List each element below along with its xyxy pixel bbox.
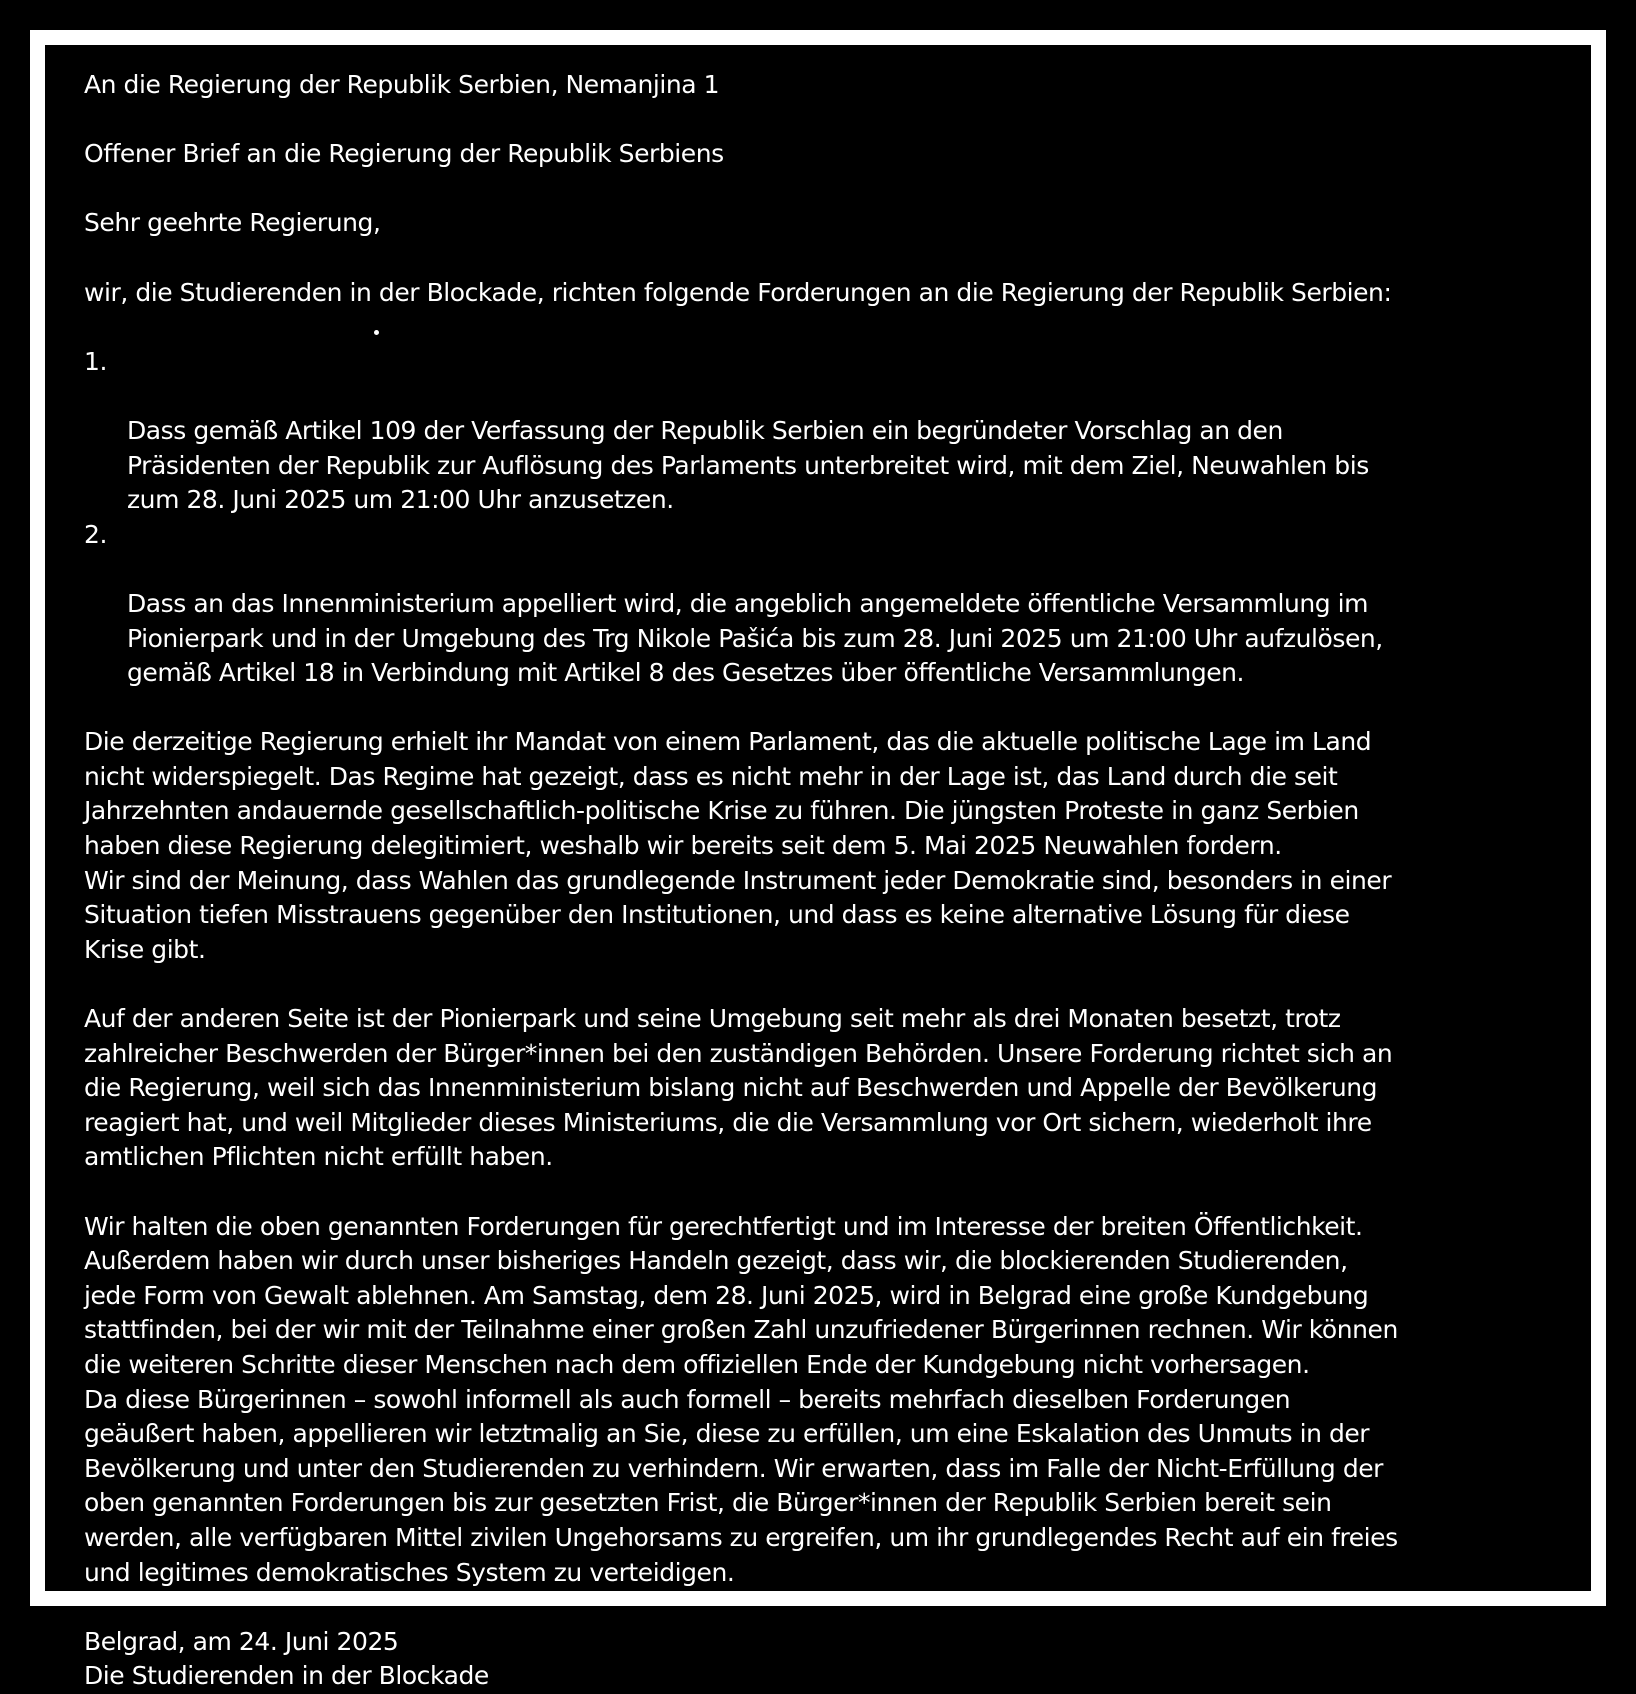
- demand-number: 1.: [84, 346, 107, 376]
- spacer: [84, 967, 1589, 1002]
- bullet-dot: [374, 330, 379, 335]
- demand-number: 2.: [84, 519, 107, 549]
- spacer: [84, 1175, 1589, 1210]
- demand-text: Dass gemäß Artikel 109 der Verfassung der Republik Serbien ein begründeter Vorschlag an den Präsidenten der Republik zur Auflösung des Parlaments unterbreitet wird, mit dem Ziel, Neuwahlen bis zum 28. Juni 2025 um 21:00 Uhr anzusetzen.: [127, 415, 1369, 515]
- intro-sentence: wir, die Studierenden in der Blockade, richten folgende Forderungen an die Regierung der Republik Serbien:: [84, 277, 1392, 307]
- salutation: Sehr geehrte Regierung,: [84, 208, 381, 238]
- recipient-address: An die Regierung der Republik Serbien, Nemanjina 1: [84, 70, 720, 99]
- spacer: [84, 241, 1589, 276]
- demand-item: [84, 345, 1589, 518]
- body-paragraph: Auf der anderen Seite ist der Pionierpark und seine Umgebung seit mehr als drei Monaten besetzt, trotz zahlreicher Beschwerden der Bürger*innen bei den zuständigen Behörden. Unsere Forderung richtet sich an die Regierung, weil sich das Innenministerium bislang nicht auf Beschwerden und Appelle der Bevölkerung reagiert hat, und weil Mitglieder dieses Ministeriums, die die Versammlung vor Ort sichern, wiederholt ihre amtlichen Pflichten nicht erfüllt haben.: [84, 1004, 1393, 1172]
- spacer: [84, 691, 1589, 726]
- spacer: [84, 1590, 1589, 1625]
- spacer: [84, 310, 1589, 345]
- signature: Die Studierenden in der Blockade: [84, 1661, 489, 1691]
- place-and-date: Belgrad, am 24. Juni 2025: [84, 1626, 399, 1656]
- demand-item: [84, 518, 1589, 691]
- body-paragraph: Wir halten die oben genannten Forderungen für gerechtfertigt und im Interesse der breiten Öffentlichkeit. Außerdem haben wir durch unser bisheriges Handeln gezeigt, dass wir, die blockierenden Studierenden, jede Form von Gewalt ablehnen. Am Samstag, dem 28. Juni 2025, wird in Belgrad eine große Kundgebung stattfinden, bei der wir mit der Teilnahme einer großen Zahl unzufriedener Bürgerinnen rechnen. Wir können die weiteren Schritte dieser Menschen nach dem offiziellen Ende der Kundgebung nicht vorhersagen. Da diese Bürgerinnen – sowohl informell als auch formell – bereits mehrfach dieselben Forderungen geäußert haben, appellieren wir letztmalig an Sie, diese zu erfüllen, um eine Eskalation des Unmuts in der Bevölkerung und unter den Studierenden zu verhindern. Wir erwarten, dass im Falle der Nicht-Erfüllung der oben genannten Forderungen bis zur gesetzten Frist, die Bürger*innen der Republik Serbien bereit sein werden, alle verfügbaren Mittel zivilen Ungehorsams zu ergreifen, um ihr grundlegendes Recht auf ein freies und legitimes demokratisches System zu verteidigen.: [84, 1211, 1398, 1587]
- demand-text: Dass an das Innenministerium appelliert wird, die angeblich angemeldete öffentliche Versammlung im Pionierpark und in der Umgebung des Trg Nikole Pašića bis zum 28. Juni 2025 um 21:00 Uhr aufzulösen, gemäß Artikel 18 in Verbindung mit Artikel 8 des Gesetzes über öffentliche Versammlungen.: [127, 588, 1383, 688]
- spacer: [84, 103, 1589, 138]
- spacer: [84, 172, 1589, 207]
- open-letter: [84, 68, 1589, 1694]
- body-paragraph: Die derzeitige Regierung erhielt ihr Mandat von einem Parlament, das die aktuelle politische Lage im Land nicht widerspiegelt. Das Regime hat gezeigt, dass es nicht mehr in der Lage ist, das Land durch die seit Jahrzehnten andauernde gesellschaftlich-politische Krise zu führen. Die jüngsten Proteste in ganz Serbien haben diese Regierung delegitimiert, weshalb wir bereits seit dem 5. Mai 2025 Neuwahlen fordern. Wir sind der Meinung, dass Wahlen das grundlegende Instrument jeder Demokratie sind, besonders in einer Situation tiefen Misstrauens gegenüber den Institutionen, und dass es keine alternative Lösung für diese Krise gibt.: [84, 727, 1392, 964]
- letter-subject: Offener Brief an die Regierung der Republik Serbiens: [84, 139, 724, 169]
- demands-list: [84, 345, 1589, 691]
- letter-frame: [30, 30, 1606, 1691]
